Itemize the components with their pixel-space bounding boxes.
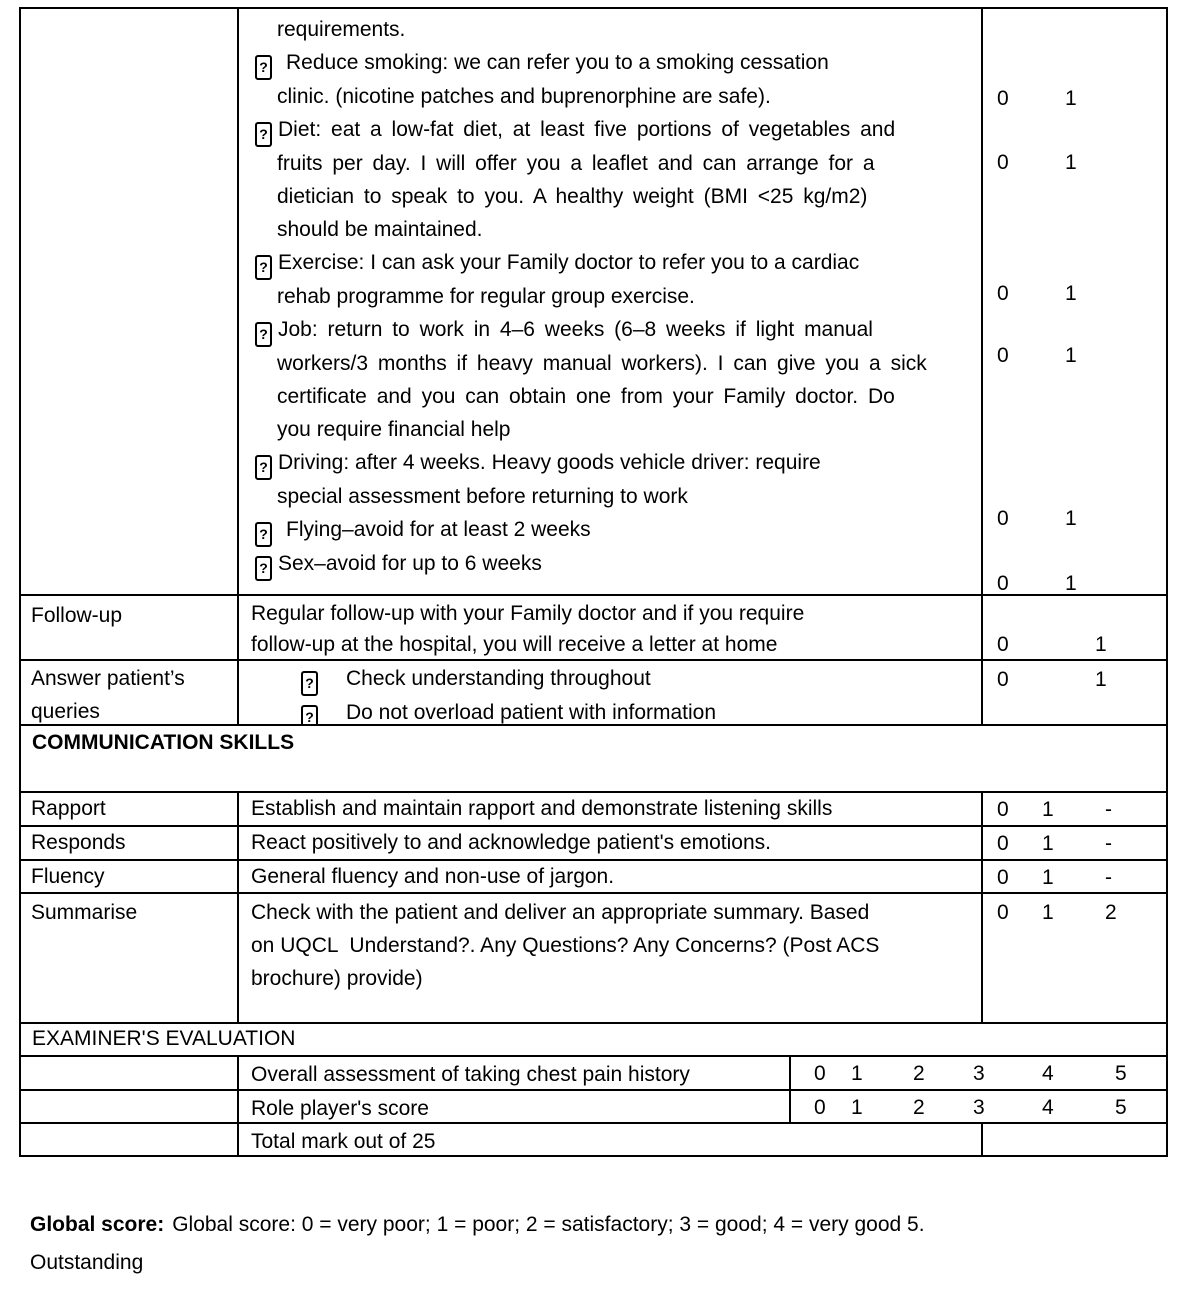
missing-glyph-bullet-icon: ? [255,122,272,147]
advice-item-line: Diet: eat a low-fat diet, at least five portions of vegetables and [278,118,896,141]
responds-label: Responds [21,827,239,859]
responds-row [21,825,1166,859]
queries-bullet-text: Check understanding throughout [346,667,651,690]
missing-glyph-bullet-icon: ? [255,556,272,581]
advice-row-content-cell [239,9,981,594]
scale-option-1: 1 [851,1096,863,1119]
advice-item-exercise [251,246,971,313]
advice-row-label-cell [21,9,239,594]
advice-item-line: clinic. (nicotine patches and buprenorphine are safe). [277,85,771,108]
score-option-1: 1 [1095,633,1107,656]
summarise-line: brochure) provide) [251,967,423,990]
overall-label-cell [21,1057,239,1089]
queries-bullet-text: Do not overload patient with information [346,701,717,724]
fluency-row [21,859,1166,892]
queries-content [239,661,981,724]
followup-score-cell [981,596,1166,659]
missing-glyph-bullet-icon: ? [255,55,272,80]
score-option-0: 0 [997,798,1009,821]
summarise-label: Summarise [21,894,239,1022]
overall-assessment-row [21,1055,1166,1089]
score-option-0: 0 [997,344,1009,367]
role-scale-cell [791,1091,1166,1122]
overall-text: Overall assessment of taking chest pain history [239,1057,791,1089]
role-text: Role player's score [239,1091,791,1122]
advice-item-line: special assessment before returning to work [277,485,688,508]
missing-glyph-bullet-icon: ? [301,671,318,696]
advice-item-sex [251,547,971,581]
summarise-content [239,894,981,1022]
score-option-dash: - [1105,832,1112,855]
score-pair [983,663,1166,696]
examiner-section-header: EXAMINER'S EVALUATION [21,1022,1166,1055]
rapport-score-cell [981,793,1166,825]
summarise-row [21,892,1166,1022]
followup-line: Regular follow-up with your Family doctor and if you require [251,602,805,625]
score-trio [983,863,1166,893]
score-option-1: 1 [1065,572,1077,595]
score-option-1: 1 [1065,282,1077,305]
role-player-row [21,1089,1166,1122]
advice-item-reduce-smoking [251,46,971,113]
fluency-label: Fluency [21,861,239,892]
score-option-0: 0 [997,572,1009,595]
advice-item-line: fruits per day. I will offer you a leaflet and can arrange for a [277,152,875,175]
advice-item-line: Job: return to work in 4–6 weeks (6–8 weeks if light manual [278,318,873,341]
score-trio [983,829,1166,859]
score-option-dash: - [1105,866,1112,889]
score-option-dash: - [1105,798,1112,821]
score-option-1: 1 [1065,344,1077,367]
missing-glyph-bullet-icon: ? [255,322,272,347]
score-pair [983,277,1166,310]
score-pair [983,82,1166,115]
score-trio [983,898,1166,928]
global-score-line [30,1206,1150,1244]
fluency-score-cell [981,861,1166,892]
advice-item-line: dietician to speak to you. A healthy weight (BMI <25 kg/m2) [277,185,868,208]
scale-option-0: 0 [814,1062,826,1085]
responds-score-cell [981,827,1166,859]
advice-item-line: Exercise: I can ask your Family doctor to refer you to a cardiac [278,251,860,274]
followup-content [239,596,981,659]
score-option-1: 1 [1065,151,1077,174]
score-option-0: 0 [997,87,1009,110]
score-option-1: 1 [1065,87,1077,110]
score-pair [983,339,1166,372]
advice-item-flying [251,513,971,547]
fluency-text: General fluency and non-use of jargon. [251,865,615,888]
scale-option-3: 3 [973,1096,985,1119]
score-option-1: 1 [1042,832,1054,855]
queries-row [21,659,1166,724]
score-option-0: 0 [997,866,1009,889]
score-option-1: 1 [1095,668,1107,691]
advice-item-line: should be maintained. [277,218,483,241]
global-score-label: Global score: [30,1213,165,1236]
summarise-line: Check with the patient and deliver an appropriate summary. Based [251,901,870,924]
scale-option-5: 5 [1115,1096,1127,1119]
advice-continuation-line: requirements. [277,18,406,41]
score-option-0: 0 [997,151,1009,174]
advice-item-diet [251,113,971,246]
scale-option-4: 4 [1042,1062,1054,1085]
global-score-text: Global score: 0 = very poor; 1 = poor; 2 = satisfactory; 3 = good; 4 = very good 5. [172,1213,925,1236]
score-option-0: 0 [997,832,1009,855]
total-score-cell [983,1124,1166,1155]
communication-section-header: COMMUNICATION SKILLS [21,724,1166,791]
score-option-1: 1 [1042,901,1054,924]
total-mark-row [21,1122,1166,1155]
advice-item-line: workers/3 months if heavy manual workers). I can give you a sick [277,352,927,375]
score-option-0: 0 [997,668,1009,691]
score-option-1: 1 [1042,798,1054,821]
advice-item-line: certificate and you can obtain one from your Family doctor. Do [277,385,895,408]
advice-item-line: Driving: after 4 weeks. Heavy goods vehicle driver: require [278,451,821,474]
scale-option-4: 4 [1042,1096,1054,1119]
score-option-0: 0 [997,282,1009,305]
total-label-cell [21,1124,239,1155]
score-pair [983,502,1166,535]
overall-scale-cell [791,1057,1166,1089]
followup-row [21,594,1166,659]
scale-option-5: 5 [1115,1062,1127,1085]
advice-item-driving [251,446,971,513]
score-option-1: 1 [1042,866,1054,889]
scale-option-0: 0 [814,1096,826,1119]
scale-option-2: 2 [913,1062,925,1085]
global-score-line2: Outstanding [30,1251,144,1274]
global-score-note [30,1206,1150,1282]
rapport-label: Rapport [21,793,239,825]
score-trio [983,795,1166,825]
role-label-cell [21,1091,239,1122]
marking-table [19,7,1168,1157]
advice-item-line: rehab programme for regular group exercise. [277,285,695,308]
queries-label: Answer patient’s queries [21,661,239,724]
scale-option-2: 2 [913,1096,925,1119]
rapport-text: Establish and maintain rapport and demonstrate listening skills [251,797,833,820]
summarise-line: on UQCL Understand?. Any Questions? Any Concerns? (Post ACS [251,934,880,957]
missing-glyph-bullet-icon: ? [255,522,272,547]
summarise-score-cell [981,894,1166,1022]
advice-item-line: Sex–avoid for up to 6 weeks [278,552,542,575]
advice-item-line: you require financial help [277,418,511,441]
followup-line: follow-up at the hospital, you will receive a letter at home [251,633,778,656]
scale-option-1: 1 [851,1062,863,1085]
queries-score-cell [981,661,1166,724]
advice-item-line: Reduce smoking: we can refer you to a smoking cessation [286,51,829,74]
score-option-1: 1 [1065,507,1077,530]
responds-text: React positively to and acknowledge patient's emotions. [251,831,771,854]
advice-item-line: Flying–avoid for at least 2 weeks [286,518,591,541]
advice-row-score-cell [981,9,1166,594]
score-option-0: 0 [997,633,1009,656]
score-option-0: 0 [997,507,1009,530]
missing-glyph-bullet-icon: ? [301,705,318,724]
advice-item-job [251,313,971,446]
missing-glyph-bullet-icon: ? [255,455,272,480]
followup-label: Follow-up [21,596,239,659]
score-option-0: 0 [997,901,1009,924]
scale-option-3: 3 [973,1062,985,1085]
missing-glyph-bullet-icon: ? [255,255,272,280]
score-pair [983,628,1166,661]
score-option-2: 2 [1105,901,1117,924]
advice-row [21,9,1166,594]
score-pair [983,146,1166,179]
total-text: Total mark out of 25 [239,1124,983,1155]
rapport-row [21,791,1166,825]
